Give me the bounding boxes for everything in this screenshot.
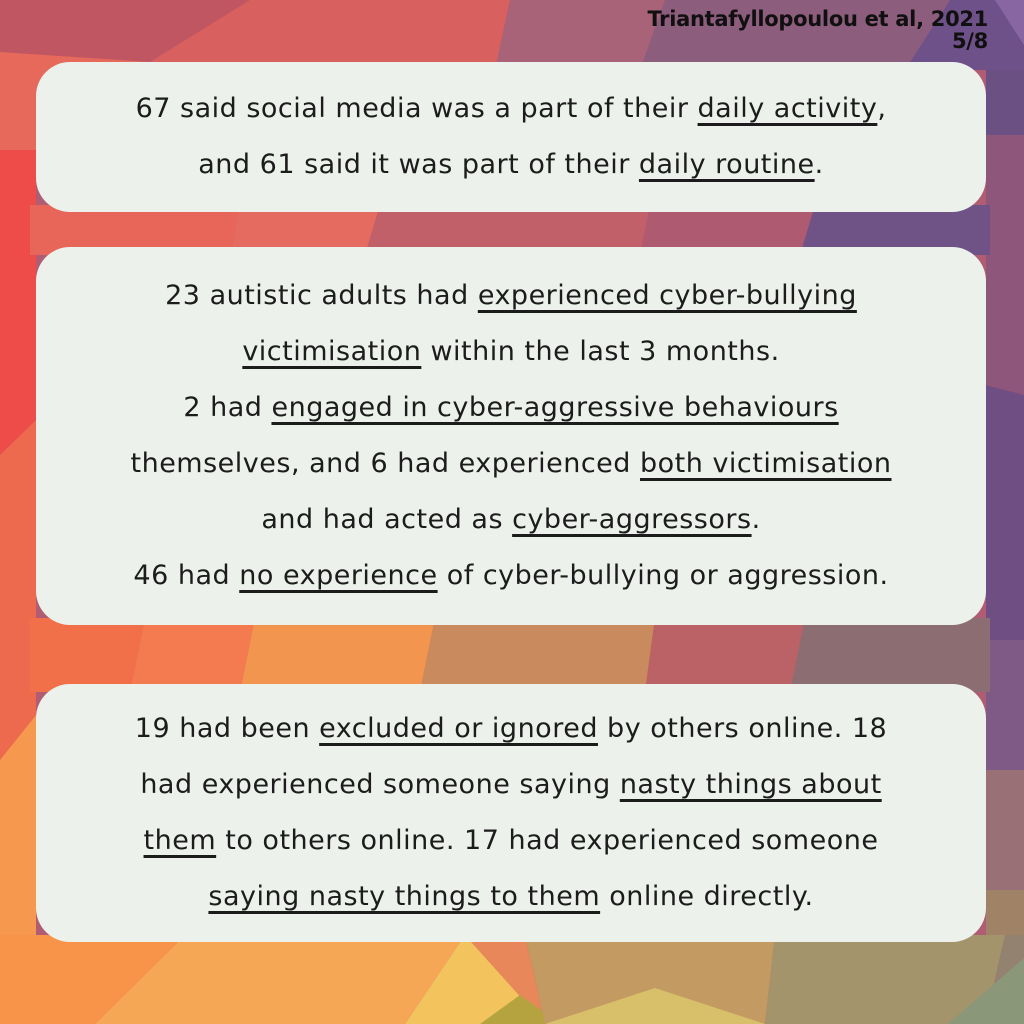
bg-polygon [240, 618, 435, 692]
text-segment: . [814, 149, 824, 180]
bg-polygon [0, 420, 36, 760]
text-segment: themselves, and 6 had experienced [130, 448, 640, 479]
underlined-text: saying nasty things to them [208, 881, 601, 912]
bg-polygon [645, 618, 805, 692]
underlined-text: experienced cyber-bullying [477, 280, 857, 311]
bg-polygon [495, 0, 665, 70]
text-line [62, 324, 960, 380]
text-segment: 23 autistic adults had [165, 280, 478, 311]
bg-polygon [130, 618, 255, 692]
bg-polygon [420, 618, 655, 692]
bg-polygon [0, 150, 36, 455]
bg-polygon [30, 618, 145, 692]
text-segment: had experienced someone saying [140, 769, 620, 800]
stat-card-cyberbullying-experience [36, 247, 986, 625]
underlined-text: victimisation [242, 336, 422, 367]
citation-text: Triantafyllopoulou et al, 2021 [647, 7, 988, 31]
text-segment: , [877, 93, 887, 124]
citation-block [647, 8, 988, 52]
text-line [62, 380, 960, 436]
text-segment: 19 had been [134, 713, 320, 744]
text-segment: and had acted as [261, 504, 513, 535]
text-segment: 67 said social media was a part of their [135, 93, 698, 124]
underlined-text: engaged in cyber-aggressive behaviours [271, 392, 839, 423]
page-indicator: 5/8 [952, 29, 988, 53]
underlined-text: cyber-aggressors [512, 504, 752, 535]
underlined-text: excluded or ignored [319, 713, 598, 744]
text-segment: 2 had [183, 392, 272, 423]
text-line [62, 757, 960, 813]
underlined-text: both victimisation [640, 448, 892, 479]
bg-polygon [986, 770, 1024, 890]
underlined-text: them [143, 825, 217, 856]
underlined-text: nasty things about [619, 769, 882, 800]
text-line [62, 548, 960, 604]
bg-polygon [986, 135, 1024, 395]
bg-polygon [790, 618, 990, 692]
bg-polygon [986, 70, 1024, 135]
bg-polygon [986, 385, 1024, 640]
text-line [62, 81, 960, 137]
text-segment: to others online. 17 had experienced someone [216, 825, 879, 856]
text-line [62, 869, 960, 925]
underlined-text: daily activity [697, 93, 878, 124]
underlined-text: no experience [239, 560, 438, 591]
stat-card-cyberbullying-types [36, 684, 986, 942]
text-segment: 46 had [133, 560, 240, 591]
underlined-text: daily routine [638, 149, 815, 180]
text-line [62, 813, 960, 869]
bg-polygon [986, 640, 1024, 770]
text-segment: of cyber-bullying or aggression. [437, 560, 889, 591]
text-line [62, 436, 960, 492]
text-segment: by others online. 18 [597, 713, 888, 744]
text-line [62, 268, 960, 324]
stat-card-social-media-use [36, 62, 986, 212]
text-segment: and 61 said it was part of their [198, 149, 639, 180]
text-segment: within the last 3 months. [421, 336, 780, 367]
text-line [62, 492, 960, 548]
text-line [62, 701, 960, 757]
text-segment: online directly. [600, 881, 814, 912]
text-line [62, 137, 960, 193]
text-segment: . [751, 504, 761, 535]
